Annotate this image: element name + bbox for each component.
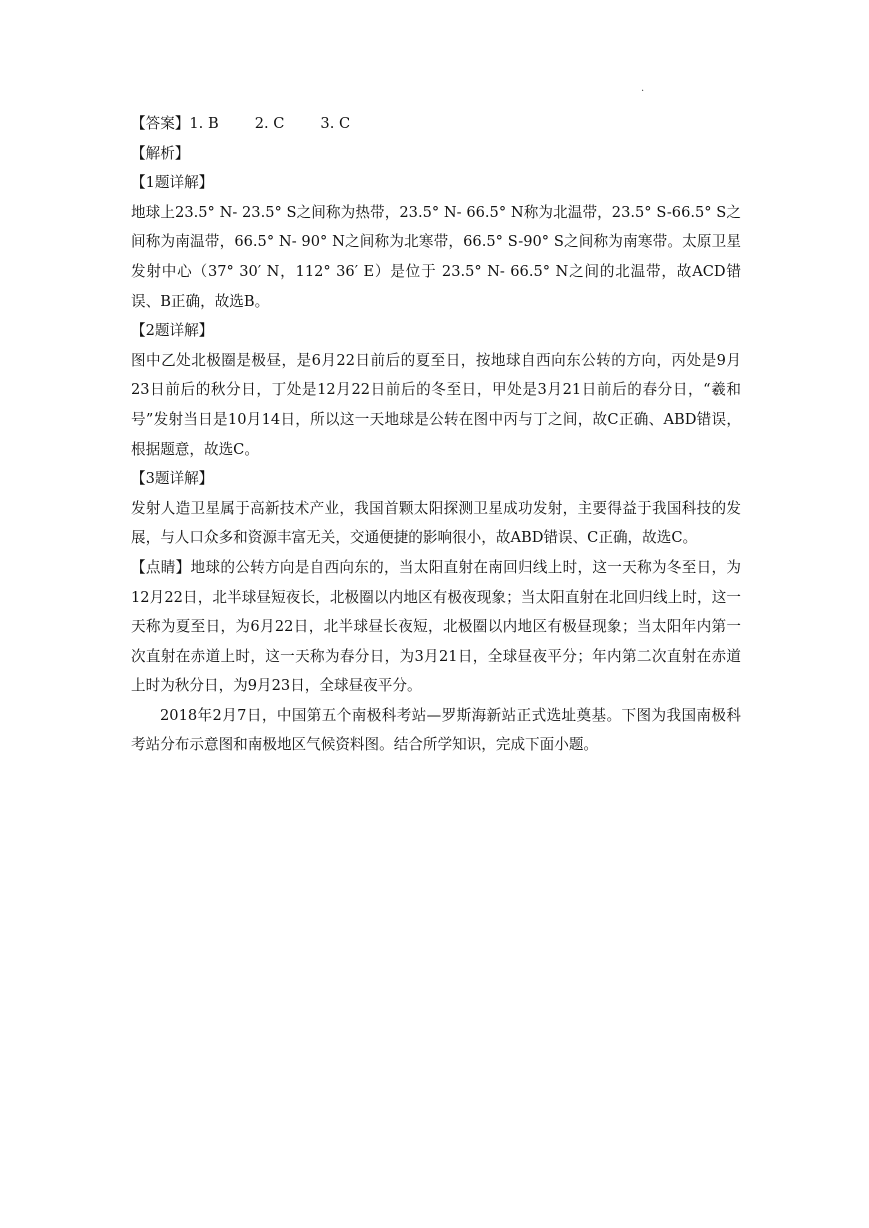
answer-item-2: 2. C — [254, 115, 285, 132]
tip-label: 【点睛】 — [131, 558, 191, 576]
document-body — [131, 109, 741, 760]
question-intro: 2018年2月7日，中国第五个南极科考站—罗斯海新站正式选址奠基。下图为我国南极科考站分布示意图和南极地区气候资料图。结合所学知识，完成下面小题。 — [131, 706, 741, 754]
q3-explanation: 发射人造卫星属于高新技术产业，我国首颗太阳探测卫星成功发射，主要得益于我国科技的发展，与人口众多和资源丰富无关，交通便捷的影响很小，故ABD错误、C正确，故选C。 — [131, 499, 741, 547]
q2-explanation: 图中乙处北极圈是极昼，是6月22日前后的夏至日，按地球自西向东公转的方向，丙处是9月23日前后的秋分日，丁处是12月22日前后的冬至日，甲处是3月21日前后的春分日，“羲和号”发射当日是10月14日，所以这一天地球是公转在图中丙与丁之间，故C正确、ABD错误，根据题意，故选C。 — [131, 351, 741, 458]
answer-item-3: 3. C — [320, 115, 351, 132]
answer-line — [131, 109, 741, 139]
page-mark: . — [641, 83, 645, 94]
answer-label: 【答案】 — [131, 115, 190, 132]
q1-explanation: 地球上23.5° N- 23.5° S之间称为热带，23.5° N- 66.5° N称为北温带，23.5° S-66.5° S之间称为南温带，66.5° N- 90° N之间称为北寒带，66.5° S-90° S之间称为南寒带。太原卫星发射中心（37° 30′ N，112° 36′ E）是位于 23.5° N- 66.5° N之间的北温带，故ACD错误、B正确，故选B。 — [131, 203, 741, 310]
analysis-label: 【解析】 — [131, 144, 190, 162]
q1-heading: 【1题详解】 — [131, 174, 214, 192]
q2-heading: 【2题详解】 — [131, 322, 214, 340]
answer-item-1: 1. B — [189, 115, 219, 132]
q3-heading: 【3题详解】 — [131, 470, 214, 488]
tip-text: 地球的公转方向是自西向东的，当太阳直射在南回归线上时，这一天称为冬至日，为12月22日，北半球昼短夜长，北极圈以内地区有极夜现象；当太阳直射在北回归线上时，这一天称为夏至日，为6月22日，北半球昼长夜短，北极圈以内地区有极昼现象；当太阳年内第一次直射在赤道上时，这一天称为春分日，为3月21日，全球昼夜平分；年内第二次直射在赤道上时为秋分日，为9月23日，全球昼夜平分。 — [131, 558, 741, 695]
tip-paragraph — [131, 553, 741, 701]
